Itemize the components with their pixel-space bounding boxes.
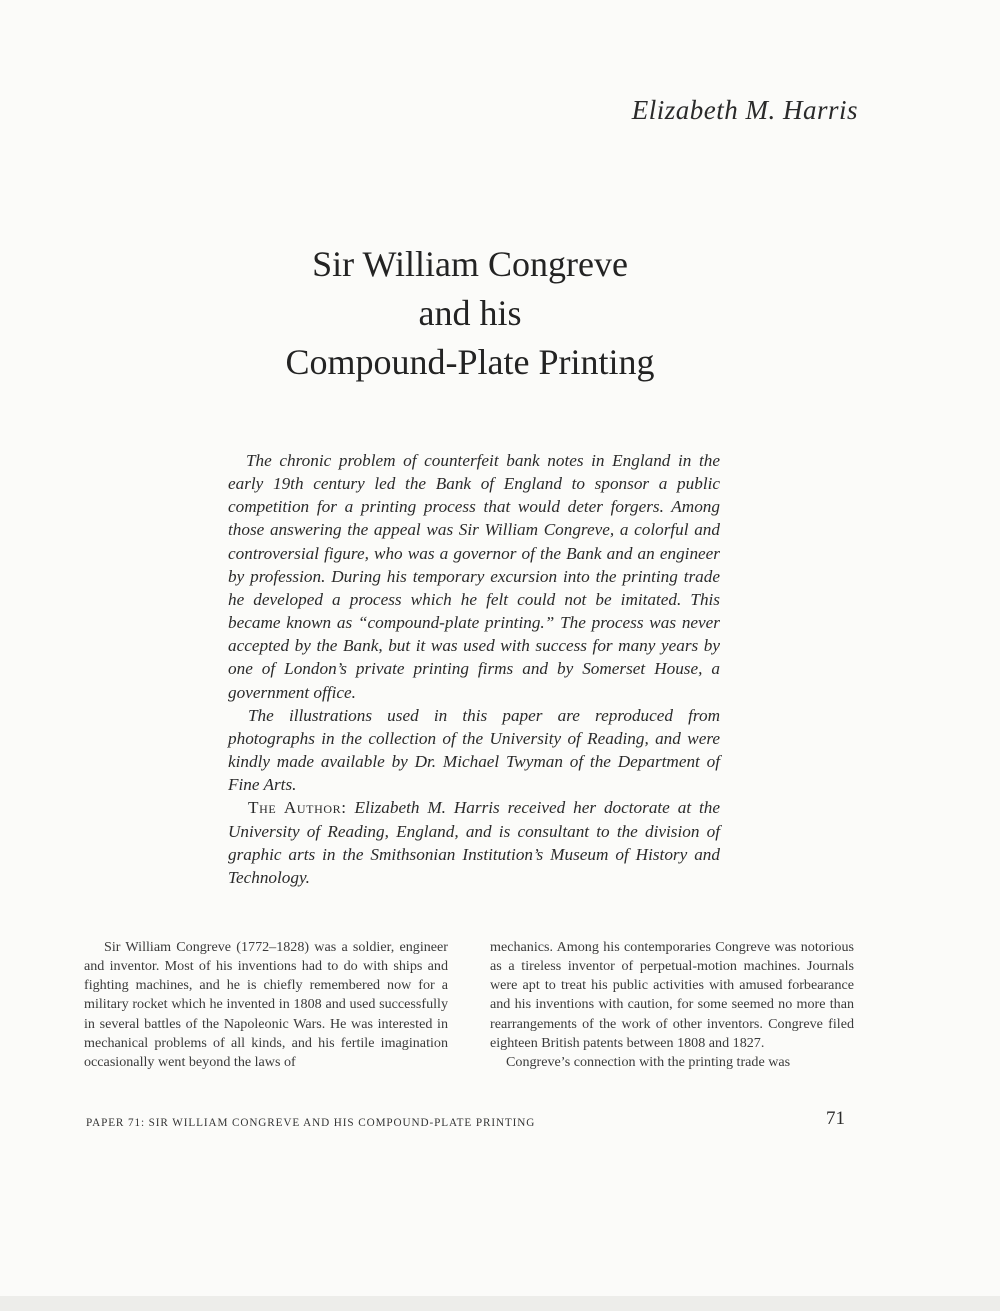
author-name: Elizabeth M. Harris [631, 95, 858, 125]
author-label: The Author: [248, 798, 347, 818]
body-left-column [84, 938, 448, 1072]
author-note-paragraph [228, 796, 720, 889]
title-line-3: Compound-Plate Printing [285, 342, 655, 382]
paper-title [0, 240, 940, 387]
title-line-1: Sir William Congreve [312, 244, 628, 284]
body-paragraph: mechanics. Among his contemporaries Congreve was notorious as a tireless inventor of perpetual-motion machines. Journals were apt to treat his public activities with amused forbearance and his inventions with caution, for some seemed no more than rearrangements of the work of other inventors. Congreve filed eighteen British patents between 1808 and 1827. [490, 939, 854, 1051]
body-paragraph: Congreve’s connection with the printing trade was [506, 1053, 791, 1070]
author-note: Elizabeth M. Harris received her doctorate at the University of Reading, England, and is consultant to the division of graphic arts in the Smithsonian Institution’s Museum of History and Technology. [228, 798, 721, 887]
title-line-2: and his [418, 293, 522, 333]
page-bottom-edge [0, 1296, 1000, 1311]
body-paragraph: Sir William Congreve (1772–1828) was a soldier, engineer and inventor. Most of his inventions had to do with ships and fighting machines, and he is chiefly remembered now for a military rocket which he invented in 1808 and used successfully in several battles of the Napoleonic Wars. He was interested in mechanical problems of all kinds, and his fertile imagination occasionally went beyond the laws of [84, 939, 448, 1070]
abstract [228, 449, 720, 889]
body-right-column [490, 938, 854, 1072]
running-footer: PAPER 71: SIR WILLIAM CONGREVE AND HIS COMPOUND-PLATE PRINTING [86, 1117, 536, 1129]
page-number: 71 [826, 1108, 845, 1129]
abstract-paragraph-2: The illustrations used in this paper are reproduced from photographs in the collection of the University of Reading, and were kindly made available by Dr. Michael Twyman of the Department of Fine Arts. [228, 705, 720, 795]
abstract-paragraph-1: The chronic problem of counterfeit bank notes in England in the early 19th century led the Bank of England to sponsor a public competition for a printing process that would deter forgers. Among those answering the appeal was Sir William Congreve, a colorful and controversial figure, who was a governor of the Bank and an engineer by profession. During his temporary excursion into the printing trade he developed a process which he felt could not be imitated. This became known as “compound-plate printing.” The process was never accepted by the Bank, but it was used with success for many years by one of London’s private printing firms and by Somerset House, a government office. [228, 451, 720, 702]
